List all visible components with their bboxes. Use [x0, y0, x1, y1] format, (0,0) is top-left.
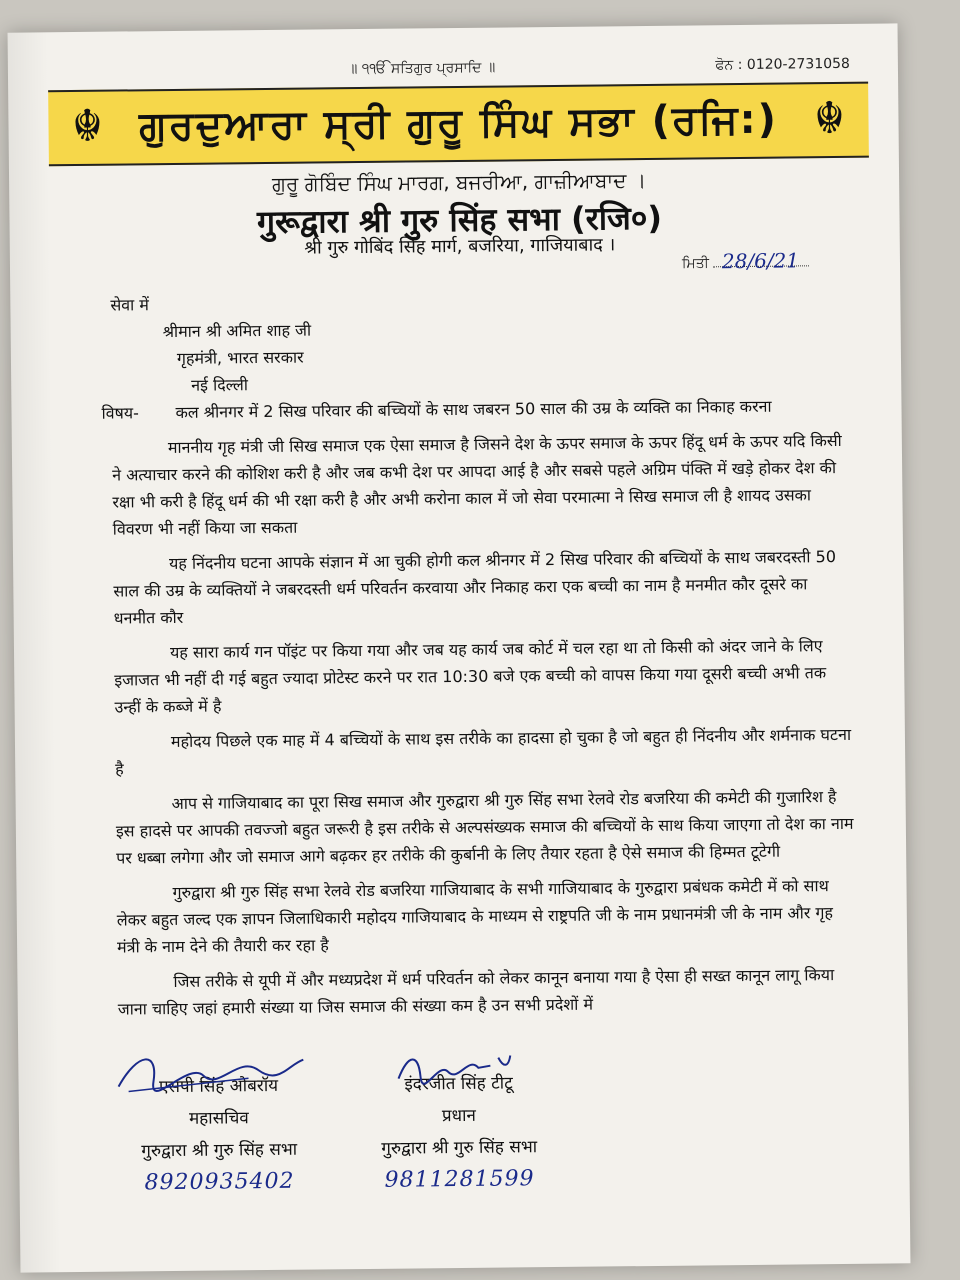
letter-paper: [8, 23, 911, 1272]
signatures: [18, 1063, 910, 1252]
signatory-name: इंदरजीत सिंह टीटू: [404, 1073, 513, 1095]
title-punjabi: ਗੁਰਦੁਆਰਾ ਸ੍ਰੀ ਗੁਰੂ ਸਿੰਘ ਸਭਾ (ਰਜਿ:): [138, 96, 779, 150]
signature-scribble: [108, 1040, 309, 1102]
body-paragraph: माननीय गृह मंत्री जी सिख समाज एक ऐसा समाज है जिसने देश के ऊपर समाज के ऊपर हिंदू धर्म के ऊपर यदि किसी ने अत्याचार करने की कोशिश करी है और जब कभी देश पर आपदा आई है और सबसे पहले अग्रिम पंक्ति में खड़े होकर देश की रक्षा भी करी है हिंदू धर्म की भी रक्षा करी है और अभी करोना काल में जो सेवा परमात्मा ने सिख समाज ली है शायद उसका विवरण भी नहीं किया जा सकता: [112, 430, 842, 539]
address-hindi: श्री गुरु गोबिंद सिंह मार्ग, बजरिया, गाजियाबाद ।: [304, 234, 616, 259]
body-paragraph: महोदय पिछले एक माह में 4 बच्चियों के साथ इस तरीके का हादसा हो चुका है जो बहुत ही निंदनीय और शर्मनाक घटना है: [115, 724, 852, 779]
signatory-secretary: [98, 1069, 339, 1200]
recipient-line: नई दिल्ली: [191, 375, 249, 395]
salutation: सेवा में: [110, 295, 150, 315]
letterhead-topline: [8, 55, 898, 78]
khanda-icon: ☬: [813, 92, 846, 145]
body-paragraph: यह सारा कार्य गन पॉइंट पर किया गया और जब यह कार्य जब कोर्ट में चल रहा था तो किसी को अंदर जाने के लिए इजाजत भी नहीं दी गई बहुत ज्यादा प्रोटेस्ट करने पर रात 10:30 बजे एक बच्ची को वापस किया गया दूसरी बच्ची अभी तक उन्हीं के कब्जे में है: [114, 636, 827, 717]
body-paragraph: गुरुद्वारा श्री गुरु सिंह सभा रेलवे रोड बजरिया गाजियाबाद के सभी गाजियाबाद के गुरुद्वारा प्रबंधक कमेटी में को साथ लेकर बहुत जल्द एक ज्ञापन जिलाधिकारी महोदय गाजियाबाद के माध्यम से राष्ट्रपति जी के नाम प्रधानमंत्री जी के नाम और गृह मंत्री के नाम देने की तैयारी कर रहा है: [116, 876, 834, 957]
invocation-text: ॥ ੧ੴ ਸਤਿਗੁਰ ਪ੍ਰਸਾਦਿ ॥: [347, 59, 496, 78]
signatory-name: एसपी सिंह ओबरॉय: [158, 1075, 279, 1098]
title-hindi: गुरूद्वारा श्री गुरु सिंह सभा (रजि०): [256, 198, 663, 242]
subject-text: कल श्रीनगर में 2 सिख परिवार की बच्चियों के साथ जबरन 50 साल की उम्र के व्यक्ति का निकाह करना: [175, 396, 772, 422]
signatory-president: [348, 1067, 569, 1197]
recipient-line: श्रीमान श्री अमित शाह जी: [162, 320, 312, 342]
khanda-icon: ☬: [71, 100, 104, 153]
signatory-designation: महासचिव: [188, 1108, 249, 1129]
signatory-phone-handwritten: 9811281599: [384, 1166, 535, 1193]
date-label: ਮਿਤੀ: [681, 255, 709, 272]
date-handwritten: 28/6/21: [721, 248, 800, 274]
address-punjabi: ਗੁਰੂ ਗੋਬਿੰਦ ਸਿੰਘ ਮਾਰਗ, ਬਜਰੀਆ, ਗਾਜ਼ੀਆਬਾਦ ।: [271, 168, 647, 196]
body-paragraph: आप से गाजियाबाद का पूरा सिख समाज और गुरुद्वारा श्री गुरु सिंह सभा रेलवे रोड बजरिया की कमेटी की गुजारिश है इस हादसे पर आपकी तवज्जो बहुत जरूरी है इस तरीके से अल्पसंख्यक समाज की बच्चियों के साथ किया जाएगा तो देश का नाम पर धब्बा लगेगा और जो समाज आगे बढ़कर हर तरीके की कुर्बानी के लिए तैयार रहता है ऐसे समाज की हिम्मत टूटेगी: [115, 787, 854, 868]
signatory-org: गुरुद्वारा श्री गुरु सिंह सभा: [141, 1139, 298, 1162]
body-paragraph: जिस तरीके से यूपी में और मध्यप्रदेश में धर्म परिवर्तन को लेकर कानून बनाया गया है ऐसा ही सख्त कानून लागू किया जाना चाहिए जहां हमारी संख्या या जिस समाज की संख्या कम है उन सभी प्रदेशों में: [117, 965, 835, 1019]
signatory-phone-handwritten: 8920935402: [144, 1168, 295, 1196]
signatory-org: गुरुद्वारा श्री गुरु सिंह सभा: [381, 1137, 538, 1159]
letter-body: [101, 284, 858, 1023]
subject-label: विषय-: [101, 403, 139, 423]
signature-scribble: [358, 1037, 559, 1099]
date-field: [681, 248, 809, 274]
letterhead-banner: [48, 82, 869, 167]
body-paragraph: यह निंदनीय घटना आपके संज्ञान में आ चुकी होगी कल श्रीनगर में 2 सिख परिवार की बच्चियों के साथ जबरदस्ती 50 साल की उम्र के व्यक्तियों ने जबरदस्ती धर्म परिवर्तन करवाया और निकाह करा एक बच्ची का नाम है मनमीत कौर दूसरे का धनमीत कौर: [113, 547, 837, 628]
signatory-designation: प्रधान: [441, 1105, 476, 1127]
letterhead-phone: ਫੋਨ : 0120-2731058: [715, 55, 850, 74]
recipient-line: गृहमंत्री, भारत सरकार: [176, 347, 304, 368]
